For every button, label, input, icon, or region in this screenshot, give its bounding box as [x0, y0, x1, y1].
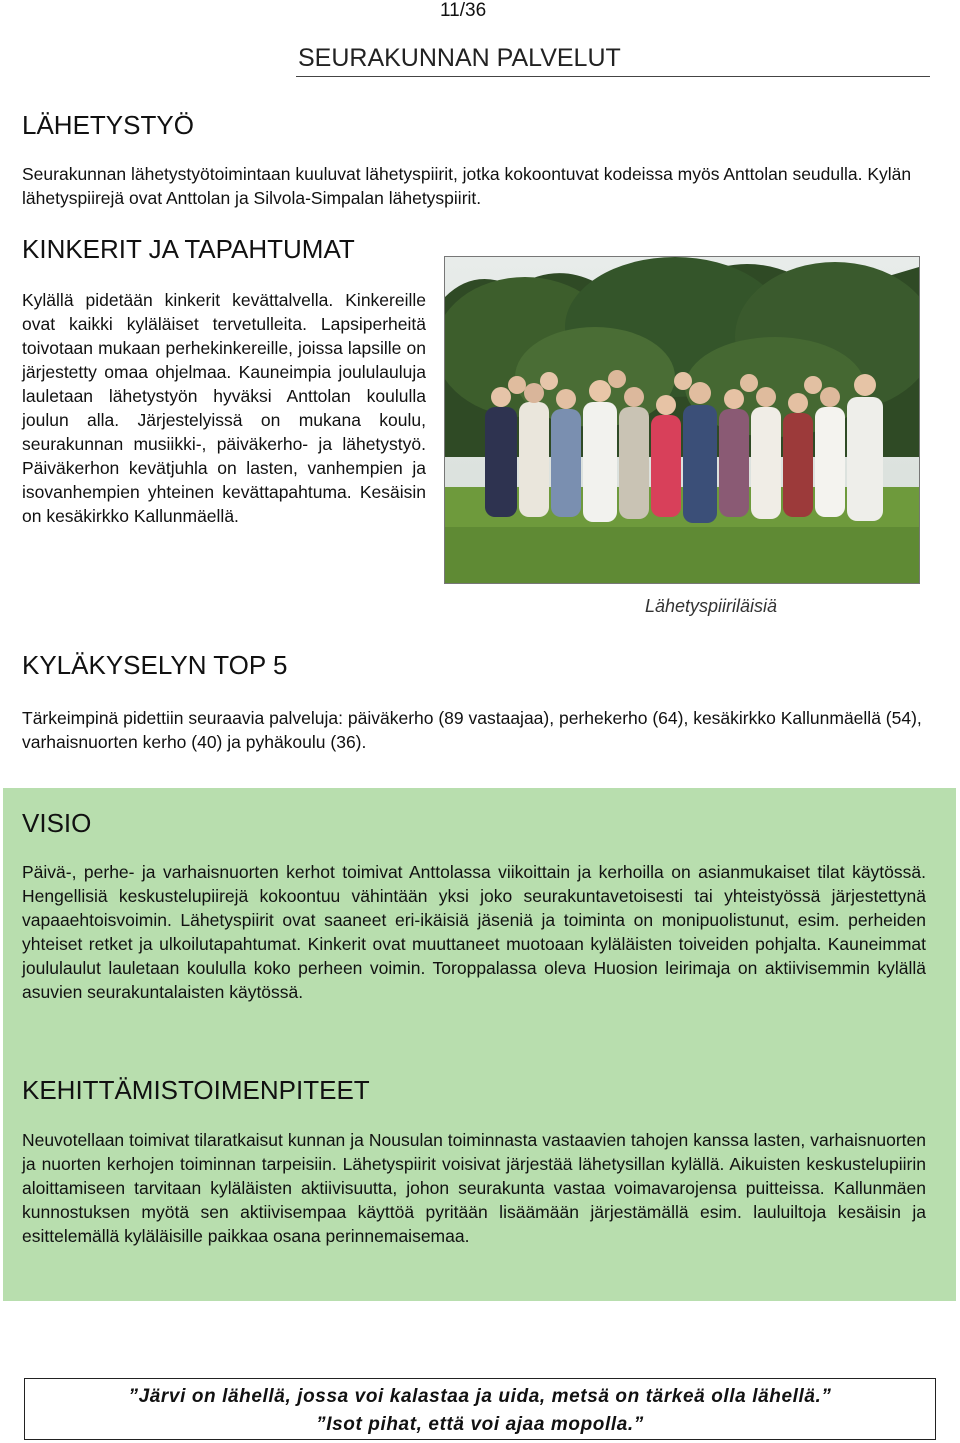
visio-heading: VISIO	[22, 808, 92, 838]
page-number: 11/36	[440, 0, 487, 21]
visio-text: Päivä-, perhe- ja varhaisnuorten kerhot toimivat Anttolassa viikoittain ja kerhoilla on asianmukaiset tilat käytössä. Hengellisiä keskustelupiirejä kokoontuu vähintään yksi joko seurakuntavetoisesti tai yhteistyössä järjestettynä vapaaehtoisvoimin. Lähetyspiirit ovat saaneet eri-ikäisiä jäseniä ja toiminta on monipuolistunut, esim. perheiden yhteiset retket ja ulkoilutapahtumat. Kinkerit ovat muuttaneet muotoaan kyläläisten toiveiden pohjalta. Kauneimmat joululaulut lauletaan koululla koko perheen voimin. Toroppalassa oleva Huosion leirimaja on aktiivisemmin kylällä asuvien seurakuntalaisten käytössä.	[22, 862, 926, 1002]
quote-line-2: ”Isot pihat, että voi ajaa mopolla.”	[316, 1414, 644, 1435]
page-header: SEURAKUNNAN PALVELUT	[298, 44, 621, 72]
top5-text: Tärkeimpinä pidettiin seuraavia palveluja: päiväkerho (89 vastaajaa), perhekerho (64), kesäkirkko Kallunmäellä (54), varhaisnuorten kerho (40) ja pyhäkoulu (36).	[22, 708, 922, 752]
photo-caption: Lähetyspiiriläisiä	[645, 596, 778, 616]
quote-line-1: ”Järvi on lähellä, jossa voi kalastaa ja uida, metsä on tärkeä olla lähellä.”	[128, 1386, 832, 1407]
header-divider	[296, 76, 930, 77]
group-photo	[444, 256, 920, 584]
kinkerit-heading: KINKERIT JA TAPAHTUMAT	[22, 234, 355, 264]
quote-box	[24, 1378, 936, 1440]
kinkerit-text: Kylällä pidetään kinkerit kevättalvella. Kinkereille ovat kaikki kyläläiset tervetulleita. Lapsiperheitä toivotaan mukaan perhekinkereille, joissa lapsille on järjestetty omaa ohjelmaa. Kauneimpia joululauluja lauletaan lähetystyön hyväksi Anttolan koululla joulun alla. Järjestelyissä on mukana koulu, seurakunnan musiikki-, päiväkerho- ja lähetystyö. Päiväkerhon kevätjuhla on lasten, vanhempien ja isovanhempien yhteinen kevättapahtuma. Kesäisin on kesäkirkko Kallunmäellä.	[22, 290, 426, 526]
kehittamis-heading: KEHITTÄMISTOIMENPITEET	[22, 1075, 370, 1105]
lahetystyo-text: Seurakunnan lähetystyötoimintaan kuuluvat lähetyspiirit, jotka kokoontuvat kodeissa myös Anttolan seudulla. Kylän lähetyspiirejä ovat Anttolan ja Silvola-Simpalan lähetyspiirit.	[22, 164, 912, 208]
top5-heading: KYLÄKYSELYN TOP 5	[22, 650, 288, 680]
kehittamis-text: Neuvotellaan toimivat tilaratkaisut kunnan ja Nousulan toiminnasta vastaavien tahojen kanssa lasten, varhaisnuorten ja nuorten kerhojen toiminnan tarpeisiin. Lähetyspiirit voisivat järjestää lähetysillan kylällä. Aikuisten keskustelupiirin aloittamiseen tarvitaan kyläläisten aktiivisuutta, johon seurakunta vastaa voimavarojensa puitteissa. Kallunmäen kunnostuksen myötä sen aktiivisempaa käyttöä pyritään lisäämään järjestämällä esim. lauluiltoja kesäisin ja esittelemällä kyläläisille paikkaa osana perinnemaisemaa.	[22, 1130, 926, 1246]
lahetystyo-heading: LÄHETYSTYÖ	[22, 110, 194, 140]
